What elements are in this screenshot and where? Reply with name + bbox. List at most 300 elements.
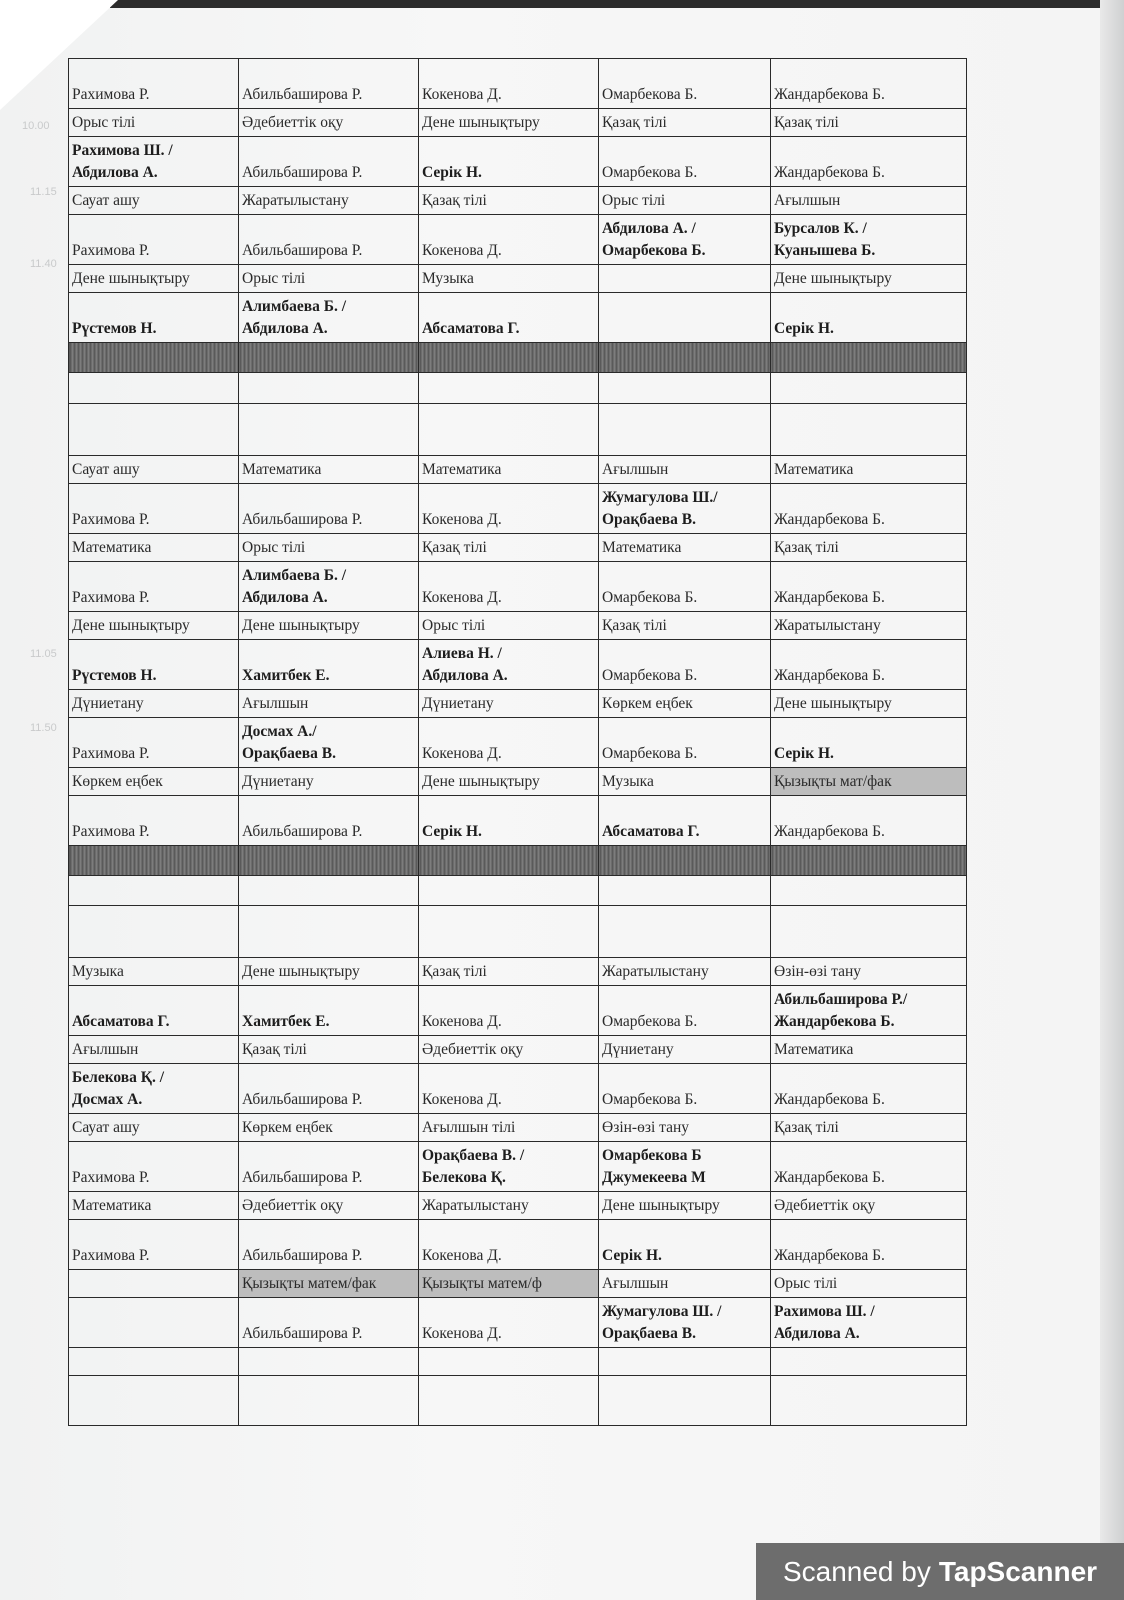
empty-cell [599, 1376, 771, 1426]
teacher-name-line-1: Орақбаева В. / [422, 1147, 525, 1164]
teacher-name-line-2: Омарбекова Б. [602, 745, 698, 762]
watermark-brand: TapScanner [938, 1555, 1098, 1587]
break-separator-cell [239, 846, 419, 876]
teacher-name-line-2: Кокенова Д. [422, 511, 502, 528]
schedule-row-teacher [69, 1298, 967, 1348]
teacher-name-line-2: Серік Н. [602, 1247, 662, 1264]
teacher-name-line-1 [774, 62, 963, 84]
teacher-name-line-2: Рахимова Р. [72, 242, 150, 259]
teacher-name-line-2: Кокенова Д. [422, 745, 502, 762]
teacher-cell [69, 796, 239, 846]
break-separator-cell [69, 846, 239, 876]
teacher-name-line-2: Жандарбекова Б. [774, 511, 885, 528]
schedule-row-subject [69, 534, 967, 562]
teacher-cell [419, 640, 599, 690]
subject-cell [599, 265, 771, 293]
teacher-name-line-2: Серік Н. [774, 745, 834, 762]
margin-pencil-mark: 11.50 [30, 722, 57, 734]
teacher-name-line-1 [774, 1223, 963, 1245]
teacher-cell [419, 718, 599, 768]
subject-cell: Көркем еңбек [239, 1114, 419, 1142]
subject-cell: Математика [771, 1036, 967, 1064]
teacher-cell [771, 59, 967, 109]
empty-cell [239, 404, 419, 456]
teacher-name-line-2: Абдилова А. [72, 164, 158, 181]
teacher-cell [419, 1220, 599, 1270]
teacher-name-line-2: Абильбаширова Р. [242, 1247, 363, 1264]
teacher-name-line-1 [774, 1145, 963, 1167]
teacher-cell [599, 1064, 771, 1114]
teacher-name-line-2: Абильбаширова Р. [242, 511, 363, 528]
schedule-table [68, 58, 967, 1426]
teacher-name-line-2: Рүстемов Н. [72, 667, 157, 684]
teacher-name-line-2: Жандарбекова Б. [774, 1091, 885, 1108]
teacher-cell [239, 484, 419, 534]
subject-cell: Қазақ тілі [419, 958, 599, 986]
subject-cell: Математика [239, 456, 419, 484]
teacher-name-line-2: Рахимова Р. [72, 589, 150, 606]
teacher-name-line-2: Жандарбекова Б. [774, 86, 885, 103]
teacher-cell [239, 59, 419, 109]
schedule-row-teacher [69, 484, 967, 534]
schedule-row-teacher [69, 1064, 967, 1114]
teacher-name-line-2: Абдилова А. [242, 320, 328, 337]
teacher-name-line-1: Алиева Н. / [422, 645, 502, 662]
teacher-name-line-2: Омарбекова Б. [602, 242, 706, 259]
teacher-name-line-1 [602, 140, 767, 162]
teacher-cell [771, 293, 967, 343]
subject-cell: Музыка [599, 768, 771, 796]
teacher-cell [771, 137, 967, 187]
teacher-name-line-1 [602, 643, 767, 665]
teacher-cell [599, 215, 771, 265]
teacher-name-line-1 [72, 62, 235, 84]
empty-cell [239, 1348, 419, 1376]
teacher-name-line-2: Орақбаева В. [602, 511, 696, 528]
teacher-name-line-1: Жумагулова Ш. / [602, 1303, 722, 1320]
schedule-row-teacher [69, 986, 967, 1036]
subject-cell: Дене шынықтыру [419, 768, 599, 796]
subject-cell: Математика [599, 534, 771, 562]
subject-cell: Дүниетану [599, 1036, 771, 1064]
teacher-cell [599, 718, 771, 768]
empty-cell [599, 404, 771, 456]
empty-cell [771, 906, 967, 958]
teacher-cell [69, 718, 239, 768]
schedule-row-teacher [69, 562, 967, 612]
teacher-name-line-2: Абсаматова Г. [422, 320, 520, 337]
empty-cell [69, 1376, 239, 1426]
teacher-name-line-2: Абильбаширова Р. [242, 1325, 363, 1342]
teacher-name-line-1 [422, 296, 595, 318]
subject-cell: Дүниетану [239, 768, 419, 796]
subject-cell: Әдебиеттік оқу [239, 109, 419, 137]
schedule-row-teacher [69, 59, 967, 109]
subject-cell: Көркем еңбек [69, 768, 239, 796]
teacher-name-line-1: Белекова Қ. / [72, 1069, 165, 1086]
teacher-name-line-1 [602, 1067, 767, 1089]
subject-cell: Қызықты матем/фак [239, 1270, 419, 1298]
teacher-cell [599, 640, 771, 690]
empty-cell [599, 373, 771, 404]
teacher-cell [419, 562, 599, 612]
empty-cell [419, 1376, 599, 1426]
subject-cell: Ағылшын [771, 187, 967, 215]
teacher-name-line-2: Хамитбек Е. [242, 667, 330, 684]
teacher-name-line-1: Абильбаширова Р./ [774, 991, 908, 1008]
teacher-cell [599, 986, 771, 1036]
teacher-name-line-2: Хамитбек Е. [242, 1013, 330, 1030]
subject-cell [69, 1270, 239, 1298]
schedule-row-empty [69, 373, 967, 404]
teacher-name-line-2: Жандарбекова Б. [774, 1013, 895, 1030]
schedule-row-empty [69, 404, 967, 456]
subject-cell: Ағылшын тілі [419, 1114, 599, 1142]
empty-cell [69, 1348, 239, 1376]
teacher-cell [69, 484, 239, 534]
teacher-name-line-1: Досмах А./ [242, 723, 317, 740]
subject-cell: Дене шынықтыру [69, 265, 239, 293]
teacher-name-line-1 [72, 799, 235, 821]
teacher-cell [599, 484, 771, 534]
teacher-name-line-2: Рахимова Р. [72, 1169, 150, 1186]
subject-cell: Сауат ашу [69, 1114, 239, 1142]
page-right-edge [1100, 0, 1124, 1600]
schedule-row-empty [69, 906, 967, 958]
teacher-name-line-2: Абильбаширова Р. [242, 164, 363, 181]
teacher-name-line-1 [602, 799, 767, 821]
subject-cell: Ағылшын [69, 1036, 239, 1064]
teacher-name-line-1 [72, 218, 235, 240]
teacher-name-line-1 [242, 1067, 415, 1089]
schedule-row-subject [69, 109, 967, 137]
break-separator-cell [419, 343, 599, 373]
empty-cell [771, 1376, 967, 1426]
teacher-name-line-1: Алимбаева Б. / [242, 567, 347, 584]
teacher-name-line-1 [242, 799, 415, 821]
subject-cell: Жаратылыстану [239, 187, 419, 215]
teacher-cell [771, 1064, 967, 1114]
teacher-name-line-1: Жумагулова Ш./ [602, 489, 718, 506]
teacher-name-line-1 [774, 140, 963, 162]
teacher-cell [239, 1142, 419, 1192]
teacher-name-line-2: Кокенова Д. [422, 86, 502, 103]
teacher-name-line-1 [602, 1223, 767, 1245]
teacher-name-line-2: Кокенова Д. [422, 1247, 502, 1264]
subject-cell: Орыс тілі [599, 187, 771, 215]
schedule-row-teacher [69, 137, 967, 187]
teacher-name-line-1 [774, 487, 963, 509]
teacher-name-line-1 [602, 989, 767, 1011]
teacher-name-line-2: Омарбекова Б. [602, 589, 698, 606]
empty-cell [69, 906, 239, 958]
teacher-name-line-1 [422, 565, 595, 587]
teacher-cell [69, 293, 239, 343]
teacher-name-line-1 [72, 487, 235, 509]
teacher-name-line-1 [422, 218, 595, 240]
teacher-name-line-1 [242, 140, 415, 162]
teacher-cell [239, 293, 419, 343]
schedule-body [69, 59, 967, 1426]
teacher-name-line-1 [422, 989, 595, 1011]
schedule-row-subject [69, 265, 967, 293]
subject-cell: Дүниетану [419, 690, 599, 718]
teacher-name-line-2: Рүстемов Н. [72, 320, 157, 337]
teacher-name-line-1 [242, 643, 415, 665]
teacher-name-line-1: Омарбекова Б [602, 1147, 702, 1164]
teacher-cell [419, 986, 599, 1036]
watermark-prefix: Scanned by [782, 1555, 931, 1587]
teacher-name-line-2: Абильбаширова Р. [242, 242, 363, 259]
teacher-name-line-1 [422, 1067, 595, 1089]
schedule-row-teacher [69, 640, 967, 690]
teacher-cell [771, 484, 967, 534]
teacher-name-line-2: Жандарбекова Б. [774, 667, 885, 684]
teacher-name-line-1 [72, 989, 235, 1011]
subject-cell: Қазақ тілі [771, 109, 967, 137]
schedule-row-subject [69, 1114, 967, 1142]
subject-cell: Сауат ашу [69, 456, 239, 484]
subject-cell: Орыс тілі [239, 265, 419, 293]
schedule-row-subject [69, 690, 967, 718]
teacher-name-line-1 [602, 565, 767, 587]
teacher-name-line-2: Жандарбекова Б. [774, 1247, 885, 1264]
teacher-cell [771, 796, 967, 846]
scanner-watermark [756, 1543, 1124, 1600]
subject-cell: Дене шынықтыру [239, 958, 419, 986]
teacher-cell [599, 1298, 771, 1348]
teacher-cell [599, 59, 771, 109]
empty-cell [69, 373, 239, 404]
teacher-cell [419, 1142, 599, 1192]
margin-pencil-mark: 10.00 [22, 120, 50, 132]
subject-cell: Ағылшын [599, 456, 771, 484]
teacher-name-line-1 [774, 296, 963, 318]
schedule-row-empty [69, 1348, 967, 1376]
break-separator-cell [69, 343, 239, 373]
teacher-name-line-1 [422, 1301, 595, 1323]
empty-cell [69, 876, 239, 906]
teacher-cell [239, 562, 419, 612]
teacher-cell [69, 1220, 239, 1270]
schedule-row-teacher [69, 718, 967, 768]
teacher-cell [771, 1298, 967, 1348]
break-separator-cell [771, 846, 967, 876]
teacher-name-line-2: Рахимова Р. [72, 1247, 150, 1264]
subject-cell: Қазақ тілі [419, 187, 599, 215]
empty-cell [771, 1348, 967, 1376]
teacher-name-line-1 [72, 643, 235, 665]
teacher-name-line-2: Жандарбекова Б. [774, 1169, 885, 1186]
teacher-cell [239, 718, 419, 768]
subject-cell: Қызықты мат/фак [771, 768, 967, 796]
teacher-name-line-1 [422, 721, 595, 743]
schedule-row-subject [69, 456, 967, 484]
teacher-cell [599, 796, 771, 846]
teacher-cell [69, 215, 239, 265]
subject-cell: Дене шынықтыру [599, 1192, 771, 1220]
empty-cell [239, 373, 419, 404]
teacher-name-line-2: Абсаматова Г. [602, 823, 700, 840]
schedule-row-teacher [69, 293, 967, 343]
schedule-row-subject [69, 1192, 967, 1220]
teacher-name-line-1 [602, 62, 767, 84]
page-top-edge [110, 0, 1110, 8]
margin-pencil-mark: 11.15 [30, 186, 57, 198]
empty-cell [69, 404, 239, 456]
empty-cell [599, 1348, 771, 1376]
break-separator-cell [419, 846, 599, 876]
subject-cell: Дене шынықтыру [419, 109, 599, 137]
empty-cell [239, 876, 419, 906]
teacher-cell [239, 986, 419, 1036]
schedule-row-subject [69, 612, 967, 640]
teacher-name-line-2: Омарбекова Б. [602, 1091, 698, 1108]
subject-cell: Музыка [69, 958, 239, 986]
teacher-name-line-1 [72, 721, 235, 743]
teacher-cell [771, 562, 967, 612]
teacher-name-line-1: Алимбаева Б. / [242, 298, 347, 315]
teacher-cell [771, 215, 967, 265]
subject-cell: Қазақ тілі [599, 612, 771, 640]
empty-cell [239, 906, 419, 958]
teacher-name-line-2: Абдилова А. [774, 1325, 860, 1342]
subject-cell: Дене шынықтыру [69, 612, 239, 640]
teacher-name-line-2: Жандарбекова Б. [774, 164, 885, 181]
teacher-name-line-2: Серік Н. [774, 320, 834, 337]
subject-cell: Жаратылыстану [771, 612, 967, 640]
teacher-name-line-2: Омарбекова Б. [602, 667, 698, 684]
teacher-name-line-2: Орақбаева В. [242, 745, 336, 762]
teacher-cell [239, 137, 419, 187]
break-separator-cell [239, 343, 419, 373]
teacher-cell [771, 1220, 967, 1270]
teacher-cell [69, 1142, 239, 1192]
subject-cell: Орыс тілі [771, 1270, 967, 1298]
subject-cell: Ағылшын [599, 1270, 771, 1298]
teacher-cell [69, 640, 239, 690]
teacher-cell [599, 137, 771, 187]
subject-cell: Қазақ тілі [599, 109, 771, 137]
teacher-name-line-1 [602, 721, 767, 743]
teacher-cell [599, 562, 771, 612]
subject-cell: Математика [771, 456, 967, 484]
schedule-row-empty [69, 876, 967, 906]
teacher-name-line-1 [774, 565, 963, 587]
empty-cell [419, 404, 599, 456]
teacher-cell [771, 1142, 967, 1192]
teacher-name-line-1: Абдилова А. / [602, 220, 696, 237]
subject-cell: Дүниетану [69, 690, 239, 718]
margin-pencil-mark: 11.05 [30, 648, 57, 660]
teacher-name-line-1 [242, 1223, 415, 1245]
teacher-name-line-2: Абильбаширова Р. [242, 1169, 363, 1186]
subject-cell: Орыс тілі [69, 109, 239, 137]
teacher-name-line-2: Рахимова Р. [72, 511, 150, 528]
teacher-name-line-1 [72, 1323, 235, 1345]
teacher-name-line-1 [422, 487, 595, 509]
teacher-cell [239, 1298, 419, 1348]
teacher-name-line-1 [422, 140, 595, 162]
teacher-name-line-2: Абильбаширова Р. [242, 1091, 363, 1108]
subject-cell: Әдебиеттік оқу [419, 1036, 599, 1064]
subject-cell: Жаратылыстану [599, 958, 771, 986]
teacher-name-line-1 [422, 1223, 595, 1245]
subject-cell: Өзін-өзі тану [771, 958, 967, 986]
schedule-row-teacher [69, 1220, 967, 1270]
empty-cell [419, 876, 599, 906]
teacher-name-line-2: Омарбекова Б. [602, 86, 698, 103]
teacher-cell [419, 796, 599, 846]
teacher-name-line-2: Рахимова Р. [72, 823, 150, 840]
teacher-name-line-1 [422, 62, 595, 84]
subject-cell: Қызықты матем/ф [419, 1270, 599, 1298]
teacher-name-line-1 [72, 565, 235, 587]
teacher-cell [239, 1064, 419, 1114]
teacher-name-line-2: Кокенова Д. [422, 1013, 502, 1030]
teacher-name-line-2: Серік Н. [422, 164, 482, 181]
teacher-name-line-2: Кокенова Д. [422, 242, 502, 259]
empty-cell [771, 876, 967, 906]
schedule-row-teacher [69, 215, 967, 265]
subject-cell: Ағылшын [239, 690, 419, 718]
schedule-row-dark [69, 343, 967, 373]
schedule-row-dark [69, 846, 967, 876]
teacher-name-line-1 [774, 799, 963, 821]
empty-cell [419, 906, 599, 958]
teacher-name-line-2: Белекова Қ. [422, 1169, 506, 1186]
subject-cell: Әдебиеттік оқу [239, 1192, 419, 1220]
teacher-cell [419, 293, 599, 343]
teacher-name-line-2: Абильбаширова Р. [242, 86, 363, 103]
teacher-cell [69, 137, 239, 187]
margin-pencil-mark: 11.40 [30, 258, 57, 270]
teacher-cell [599, 1142, 771, 1192]
teacher-cell [239, 215, 419, 265]
teacher-name-line-1 [242, 487, 415, 509]
subject-cell: Орыс тілі [419, 612, 599, 640]
teacher-name-line-1: Бурсалов К. / [774, 220, 867, 237]
empty-cell [239, 1376, 419, 1426]
empty-cell [419, 1348, 599, 1376]
teacher-cell [239, 640, 419, 690]
teacher-cell [419, 1298, 599, 1348]
teacher-name-line-1: Рахимова Ш. / [774, 1303, 875, 1320]
break-separator-cell [599, 343, 771, 373]
subject-cell: Орыс тілі [239, 534, 419, 562]
teacher-name-line-1 [72, 1145, 235, 1167]
teacher-name-line-2: Рахимова Р. [72, 86, 150, 103]
teacher-cell [69, 1064, 239, 1114]
teacher-cell [599, 1220, 771, 1270]
subject-cell: Көркем еңбек [599, 690, 771, 718]
teacher-name-line-1: Рахимова Ш. / [72, 142, 173, 159]
teacher-name-line-2: Кокенова Д. [422, 589, 502, 606]
teacher-cell [69, 59, 239, 109]
teacher-name-line-2: Омарбекова Б. [602, 1013, 698, 1030]
teacher-name-line-2: Серік Н. [422, 823, 482, 840]
subject-cell: Қазақ тілі [419, 534, 599, 562]
subject-cell: Қазақ тілі [239, 1036, 419, 1064]
teacher-name-line-2: Абсаматова Г. [72, 1013, 170, 1030]
schedule-row-teacher [69, 1142, 967, 1192]
teacher-cell [419, 215, 599, 265]
schedule-row-subject [69, 187, 967, 215]
schedule-row-subject [69, 1036, 967, 1064]
teacher-name-line-1 [422, 799, 595, 821]
subject-cell: Математика [419, 456, 599, 484]
teacher-name-line-2: Куанышева Б. [774, 242, 876, 259]
